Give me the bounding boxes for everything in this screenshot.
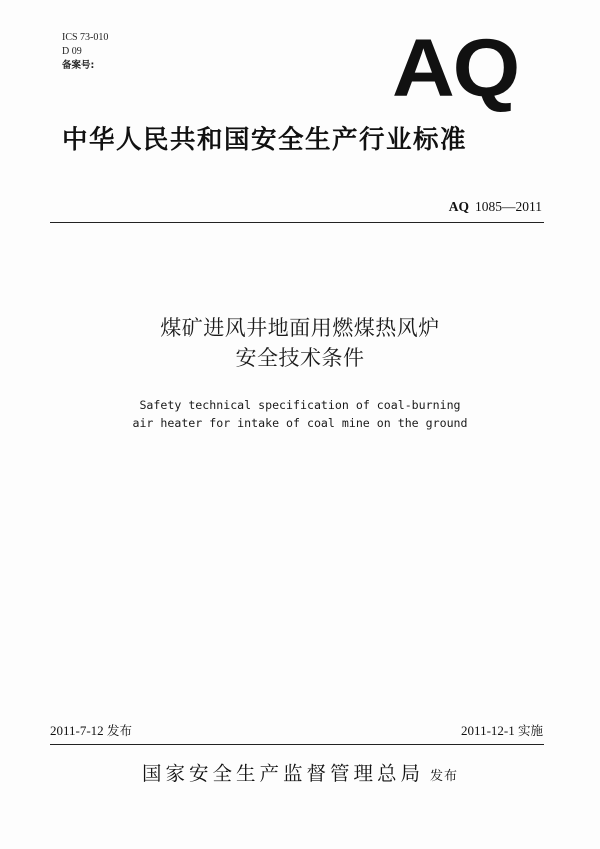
chinese-title-line-2: 安全技术条件 [235, 346, 365, 370]
classification-code: D 09 [62, 46, 82, 57]
publisher-organization: 国家安全生产监督管理总局 [141, 762, 424, 785]
issue-date-label: 发布 [106, 723, 132, 738]
standard-number-value: 1085—2011 [475, 199, 542, 214]
publisher-line [0, 760, 600, 788]
ics-code: ICS 73-010 [62, 32, 109, 43]
issue-date-value: 2011-7-12 [50, 723, 104, 738]
top-divider [50, 222, 544, 223]
implementation-date-label: 实施 [517, 723, 543, 738]
implementation-date-value: 2011-12-1 [461, 723, 515, 738]
standard-number [449, 198, 542, 216]
aq-logo: AQ [392, 23, 519, 114]
issue-date [50, 722, 132, 740]
implementation-date [461, 722, 543, 740]
registration-label: 备案号: [62, 60, 95, 71]
publisher-issued-label: 发布 [430, 769, 459, 784]
chinese-title-line-1: 煤矿进风井地面用燃煤热风炉 [160, 316, 440, 340]
english-title-line-1: Safety technical specification of coal-burning [139, 398, 461, 412]
standard-number-prefix: AQ [448, 199, 469, 214]
standard-category-title: 中华人民共和国安全生产行业标准 [62, 125, 468, 155]
english-title-line-2: air heater for intake of coal mine on the ground [132, 416, 468, 430]
bottom-divider [50, 744, 544, 745]
